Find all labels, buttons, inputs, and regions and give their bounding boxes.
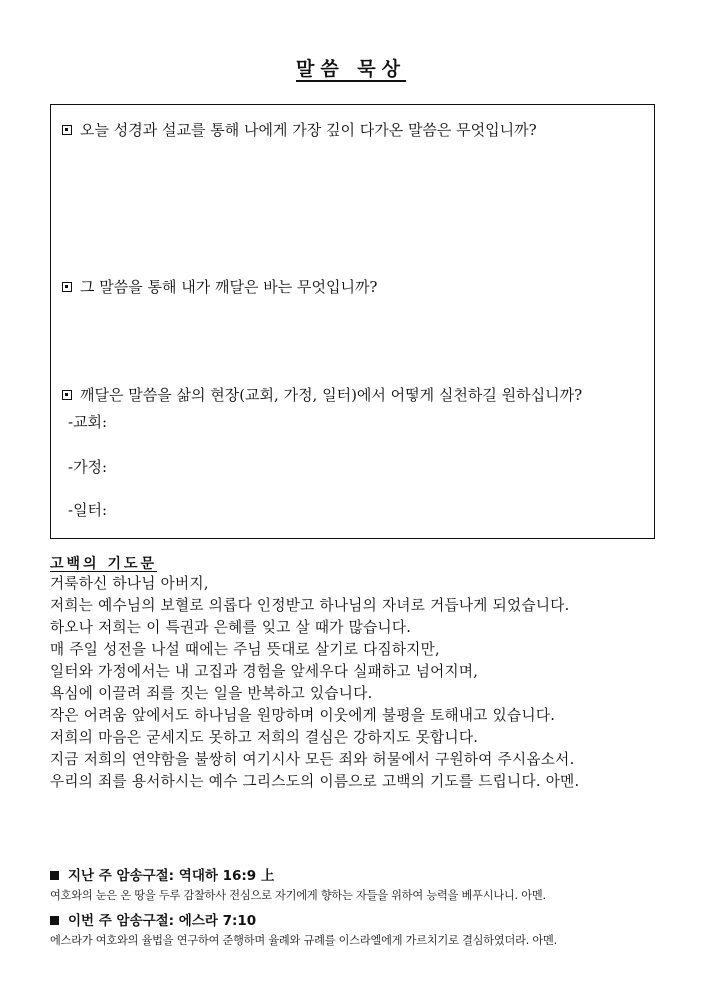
question-3 xyxy=(62,384,582,405)
last-week-verse-text: 여호와의 눈은 온 땅을 두루 감찰하사 전심으로 자기에게 향하는 자들을 위하여 능력을 베푸시나니. 아멘. xyxy=(50,889,546,902)
prayer-line: 거룩하신 하나님 아버지, xyxy=(50,575,209,592)
last-week-verse-heading xyxy=(50,864,274,884)
prayer-line: 매 주일 성전을 나설 때에는 주님 뜻대로 살기로 다짐하지만, xyxy=(50,641,440,658)
prayer-line: 작은 어려움 앞에서도 하나님을 원망하며 이웃에게 불평을 토해내고 있습니다. xyxy=(50,707,556,724)
sub-item-work: -일터: xyxy=(68,501,108,519)
checkbox-square-icon xyxy=(62,390,72,400)
black-square-icon xyxy=(50,871,59,880)
prayer-line: 하오나 저희는 이 특권과 은혜를 잊고 살 때가 많습니다. xyxy=(50,619,412,636)
question-2 xyxy=(62,276,377,297)
sub-item-church: -교회: xyxy=(68,413,108,431)
black-square-icon xyxy=(50,916,59,925)
checkbox-square-icon xyxy=(62,125,72,135)
checkbox-square-icon xyxy=(62,282,72,292)
this-week-verse-text: 에스라가 여호와의 율법을 연구하여 준행하며 율례와 규례를 이스라엘에게 가르치기로 결심하였더라. 아멘. xyxy=(50,934,557,947)
last-week-verse-heading-text: 지난 주 암송구절: 역대하 16:9 上 xyxy=(68,868,275,884)
prayer-line: 저희의 마음은 굳세지도 못하고 저희의 결심은 강하지도 못합니다. xyxy=(50,729,479,746)
prayer-title: 고백의 기도문 xyxy=(50,556,158,572)
prayer-body xyxy=(50,573,670,793)
page-title xyxy=(0,54,702,81)
question-1-text: 오늘 성경과 설교를 통해 나에게 가장 깊이 다가온 말씀은 무엇입니까? xyxy=(80,121,537,139)
this-week-verse-heading xyxy=(50,909,256,929)
prayer-line: 욕심에 이끌려 죄를 짓는 일을 반복하고 있습니다. xyxy=(50,685,373,702)
page-title-text: 말씀 묵상 xyxy=(295,58,407,80)
prayer-line: 일터와 가정에서는 내 고집과 경험을 앞세우다 실패하고 넘어지며, xyxy=(50,663,479,680)
question-3-text: 깨달은 말씀을 삶의 현장(교회, 가정, 일터)에서 어떻게 실천하길 원하십니까? xyxy=(80,386,583,404)
meditation-box xyxy=(50,104,655,539)
sub-item-home: -가정: xyxy=(68,458,108,476)
prayer-line: 지금 저희의 연약함을 불쌍히 여기시사 모든 죄와 허물에서 구원하여 주시옵소서. xyxy=(50,751,575,768)
prayer-line: 우리의 죄를 용서하시는 예수 그리스도의 이름으로 고백의 기도를 드립니다. 아멘. xyxy=(50,773,580,790)
question-2-text: 그 말씀을 통해 내가 깨달은 바는 무엇입니까? xyxy=(80,278,378,296)
question-1 xyxy=(62,119,537,140)
this-week-verse-heading-text: 이번 주 암송구절: 에스라 7:10 xyxy=(68,913,257,929)
prayer-line: 저희는 예수님의 보혈로 의롭다 인정받고 하나님의 자녀로 거듭나게 되었습니다. xyxy=(50,597,570,614)
